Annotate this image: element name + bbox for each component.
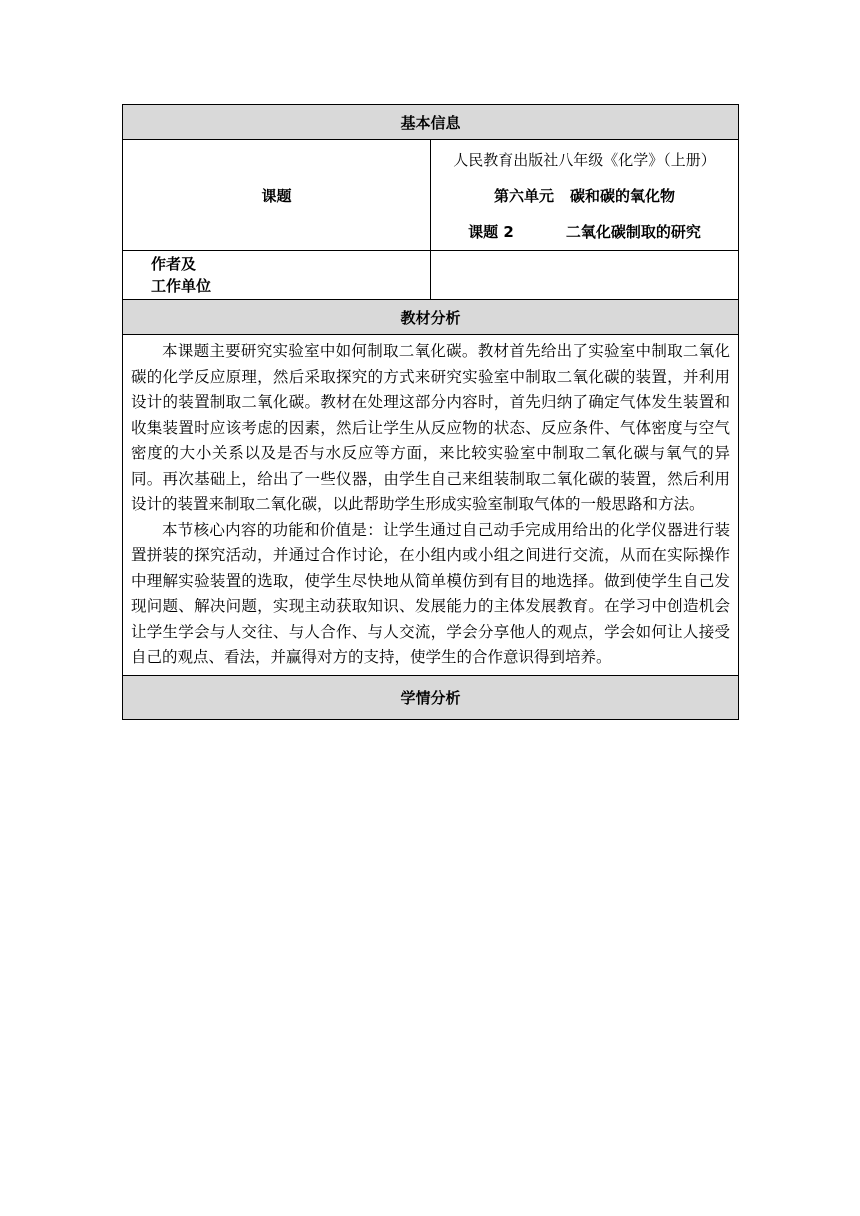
author-label-line2: 工作单位 — [151, 277, 212, 295]
subject-row — [123, 140, 739, 251]
author-row — [123, 251, 739, 300]
author-label-line1: 作者及 — [151, 255, 197, 273]
basic-info-header-row — [123, 105, 739, 140]
subject-lesson-title: 二氧化碳制取的研究 — [565, 223, 701, 241]
textbook-analysis-header-row — [123, 300, 739, 335]
student-analysis-header: 学情分析 — [123, 675, 739, 719]
textbook-analysis-header: 教材分析 — [123, 300, 739, 335]
author-label — [123, 251, 431, 300]
subject-value-cell — [431, 140, 739, 251]
textbook-analysis-body — [123, 335, 739, 676]
textbook-paragraph-1: 本课题主要研究实验室中如何制取二氧化碳。教材首先给出了实验室中制取二氧化碳的化学反应原理，然后采取探究的方式来研究实验室中制取二氧化碳的装置，并利用设计的装置制取二氧化碳。教材在处理这部分内容时，首先归纳了确定气体发生装置和收集装置时应该考虑的因素，然后让学生从反应物的状态、反应条件、气体密度与空气密度的大小关系以及是否与水反应等方面，来比较实验室中制取二氧化碳与氧气的异同。再次基础上，给出了一些仪器，由学生自己来组装制取二氧化碳的装置，然后利用设计的装置来制取二氧化碳，以此帮助学生形成实验室制取气体的一般思路和方法。 — [131, 342, 730, 513]
subject-unit: 第六单元 — [493, 187, 554, 205]
subject-lesson: 课题 2 — [468, 223, 514, 241]
subject-lesson-line — [431, 214, 738, 250]
author-value-cell — [431, 251, 739, 300]
subject-textbook-line: 人民教育出版社八年级《化学》（上册） — [453, 151, 716, 169]
subject-unit-title: 碳和碳的氧化物 — [570, 187, 676, 205]
student-analysis-header-row — [123, 675, 739, 719]
basic-info-header: 基本信息 — [123, 105, 739, 140]
subject-label: 课题 — [123, 140, 431, 251]
lesson-plan-table — [122, 104, 739, 720]
subject-unit-line — [431, 178, 738, 214]
textbook-analysis-row — [123, 335, 739, 676]
textbook-paragraph-2: 本节核心内容的功能和价值是：让学生通过自己动手完成用给出的化学仪器进行装置拼装的探究活动，并通过合作讨论，在小组内或小组之间进行交流，从而在实际操作中理解实验装置的选取，使学生尽快地从简单模仿到有目的地选择。做到使学生自己发现问题、解决问题，实现主动获取知识、发展能力的主体发展教育。在学习中创造机会让学生学会与人交往、与人合作、与人交流，学会分享他人的观点，学会如何让人接受自己的观点、看法，并赢得对方的支持，使学生的合作意识得到培养。 — [131, 520, 730, 666]
subject-lines — [431, 140, 738, 250]
